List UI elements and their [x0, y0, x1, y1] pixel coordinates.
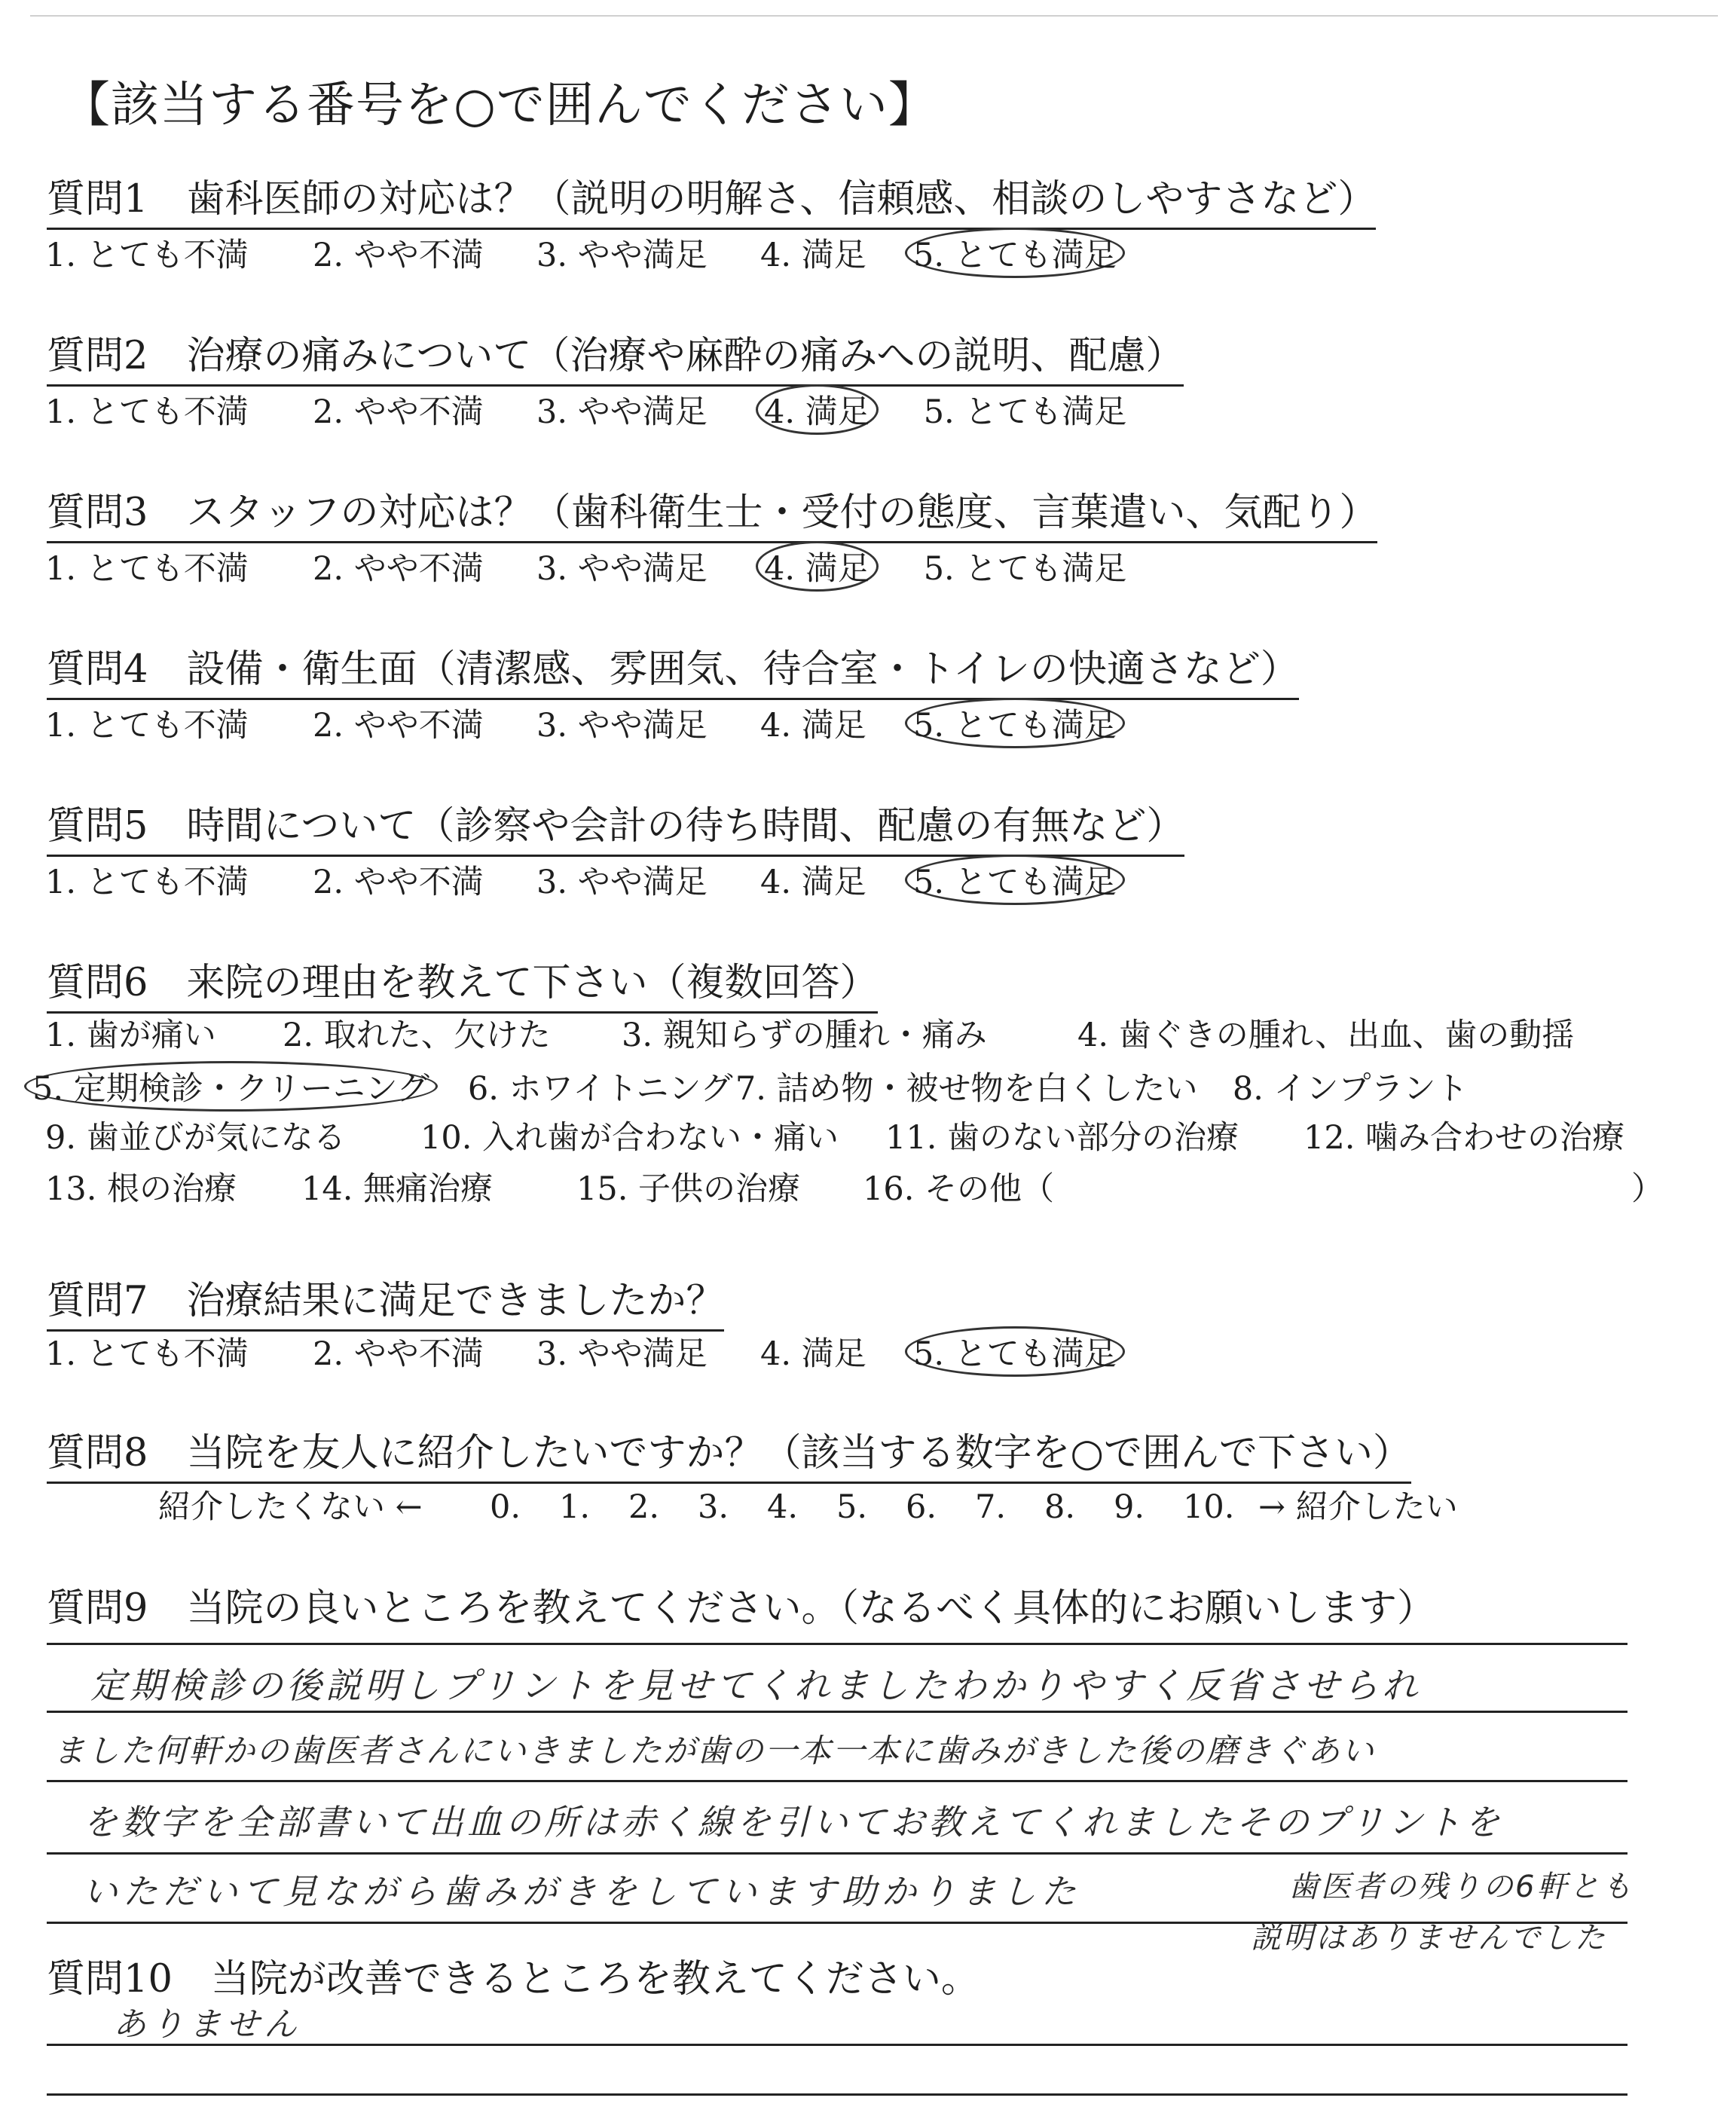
q6-option-3[interactable]: 3. 親知らずの腫れ・痛み: [622, 1017, 987, 1054]
q1-option-2[interactable]: 2. やや不満: [313, 237, 484, 274]
q5-option-1[interactable]: 1. とても不満: [45, 864, 249, 901]
q4-option-2[interactable]: 2. やや不満: [313, 707, 484, 745]
q5-option-5-selected[interactable]: 5. とても満足: [905, 855, 1125, 905]
q9-line-3: [47, 1780, 1628, 1782]
q6-option-16[interactable]: 16. その他（: [863, 1170, 1055, 1208]
q8-left-label: 紹介したくない ←: [158, 1488, 423, 1526]
question-1-title: 質問1 歯科医師の対応は？（説明の明解さ、信頼感、相談のしやすさなど）: [47, 167, 1376, 230]
question-3-options: [45, 541, 1126, 592]
q2-option-1[interactable]: 1. とても不満: [45, 393, 249, 431]
q8-num-4[interactable]: 4.: [767, 1488, 799, 1526]
q7-option-1[interactable]: 1. とても不満: [45, 1335, 249, 1373]
q6-option-6[interactable]: 6. ホワイトニング: [467, 1070, 733, 1108]
q9-answer-line-3: を数字を全部書いて出血の所は赤く線を引いてお教えてくれましたそのプリントを: [83, 1802, 1504, 1842]
q8-num-7[interactable]: 7.: [975, 1488, 1007, 1526]
question-7-title: 質問7 治療結果に満足できましたか？: [47, 1269, 724, 1332]
q5-option-4[interactable]: 4. 満足: [760, 864, 866, 901]
q6-option-11[interactable]: 11. 歯のない部分の治療: [885, 1119, 1239, 1157]
q6-option-4[interactable]: 4. 歯ぐきの腫れ、出血、歯の動揺: [1077, 1017, 1575, 1054]
q8-right-label: → 紹介したい: [1258, 1488, 1458, 1526]
q7-option-2[interactable]: 2. やや不満: [313, 1335, 484, 1373]
q6-option-8[interactable]: 8. インプラント: [1232, 1070, 1469, 1108]
q1-option-1[interactable]: 1. とても不満: [45, 237, 249, 274]
question-1-options: [45, 228, 1120, 278]
q9-answer-line-1: 定期検診の後説明しプリントを見せてくれましたわかりやすく反省させられ: [90, 1665, 1422, 1707]
q6-option-10[interactable]: 10. 入れ歯が合わない・痛い: [420, 1119, 839, 1157]
q8-num-2[interactable]: 2.: [628, 1488, 660, 1526]
page-heading: 【該当する番号を○で囲んでください】: [62, 78, 937, 133]
q1-option-3[interactable]: 3. やや満足: [536, 237, 708, 274]
q8-num-6[interactable]: 6.: [906, 1488, 937, 1526]
q8-num-8[interactable]: 8.: [1044, 1488, 1076, 1526]
question-5-title: 質問5 時間について（診察や会計の待ち時間、配慮の有無など）: [47, 794, 1184, 857]
q6-other-close: ）: [1631, 1170, 1664, 1208]
question-10-title: 質問10 当院が改善できるところを教えてください。: [47, 1957, 980, 2001]
q9-answer-line-2: ました何軒かの歯医者さんにいきましたが歯の一本一本に歯みがきした後の磨きぐあい: [53, 1732, 1375, 1770]
q2-option-5[interactable]: 5. とても満足: [923, 393, 1127, 431]
q3-option-4-selected[interactable]: 4. 満足: [756, 541, 879, 592]
q8-num-10[interactable]: 10.: [1183, 1488, 1235, 1526]
question-6-title: 質問6 来院の理由を教えて下さい（複数回答）: [47, 951, 878, 1014]
q3-option-3[interactable]: 3. やや満足: [536, 550, 708, 588]
q9-answer-line-4: いただいて見ながら歯みがきをしています助かりました: [83, 1871, 1081, 1912]
q6-option-7[interactable]: 7. 詰め物・被せ物を白くしたい: [735, 1070, 1198, 1108]
q9-side-note-1: 歯医者の残りの6軒とも: [1288, 1870, 1634, 1904]
question-4-options: [45, 698, 1120, 748]
q10-answer: ありません: [113, 2005, 301, 2044]
question-7-options: [45, 1326, 1120, 1377]
q8-num-9[interactable]: 9.: [1114, 1488, 1145, 1526]
q4-option-3[interactable]: 3. やや満足: [536, 707, 708, 745]
q3-option-2[interactable]: 2. やや不満: [313, 550, 484, 588]
question-2-title: 質問2 治療の痛みについて（治療や麻酔の痛みへの説明、配慮）: [47, 324, 1184, 387]
q6-option-5-selected[interactable]: 5. 定期検診・クリーニング: [24, 1061, 438, 1112]
q6-option-15[interactable]: 15. 子供の治療: [576, 1170, 801, 1208]
q6-option-13[interactable]: 13. 根の治療: [45, 1170, 237, 1208]
q9-line-2: [47, 1711, 1628, 1713]
q5-option-3[interactable]: 3. やや満足: [536, 864, 708, 901]
q8-num-5[interactable]: 5.: [836, 1488, 868, 1526]
question-2-options: [45, 384, 1126, 435]
question-5-options: [45, 855, 1120, 905]
q9-side-note-2: 説明はありませんでした: [1251, 1921, 1607, 1956]
q1-option-4[interactable]: 4. 満足: [760, 237, 866, 274]
q8-num-3[interactable]: 3.: [698, 1488, 729, 1526]
q2-option-3[interactable]: 3. やや満足: [536, 393, 708, 431]
q8-num-1[interactable]: 1.: [559, 1488, 591, 1526]
q9-line-1: [47, 1643, 1628, 1645]
q1-option-5-selected[interactable]: 5. とても満足: [905, 228, 1125, 278]
q8-scale: [158, 1482, 1458, 1527]
top-border: [30, 15, 1718, 17]
q6-row-4: [45, 1164, 1664, 1209]
q2-option-4-selected[interactable]: 4. 満足: [756, 384, 879, 435]
q6-row-3: [45, 1112, 1624, 1158]
q6-option-14[interactable]: 14. 無痛治療: [301, 1170, 494, 1208]
q3-option-1[interactable]: 1. とても不満: [45, 550, 249, 588]
q6-row-1: [45, 1010, 1574, 1056]
q4-option-1[interactable]: 1. とても不満: [45, 707, 249, 745]
q2-option-2[interactable]: 2. やや不満: [313, 393, 484, 431]
question-8-title: 質問8 当院を友人に紹介したいですか？（該当する数字を○で囲んで下さい）: [47, 1421, 1411, 1484]
q6-option-9[interactable]: 9. 歯並びが気になる: [45, 1119, 346, 1157]
q6-option-2[interactable]: 2. 取れた、欠けた: [283, 1017, 551, 1054]
q8-num-0[interactable]: 0.: [490, 1488, 521, 1526]
question-3-title: 質問3 スタッフの対応は？（歯科衛生士・受付の態度、言葉遣い、気配り）: [47, 481, 1377, 543]
question-4-title: 質問4 設備・衛生面（清潔感、雰囲気、待合室・トイレの快適さなど）: [47, 638, 1299, 700]
q4-option-4[interactable]: 4. 満足: [760, 707, 866, 745]
q7-option-4[interactable]: 4. 満足: [760, 1335, 866, 1373]
q10-line-2: [47, 2093, 1628, 2096]
question-9-title: 質問9 当院の良いところを教えてください。（なるべく具体的にお願いします）: [47, 1586, 1435, 1631]
q3-option-5[interactable]: 5. とても満足: [923, 550, 1127, 588]
q7-option-5-selected[interactable]: 5. とても満足: [905, 1326, 1125, 1377]
q6-row-2: [29, 1061, 1469, 1112]
q7-option-3[interactable]: 3. やや満足: [536, 1335, 708, 1373]
q5-option-2[interactable]: 2. やや不満: [313, 864, 484, 901]
q4-option-5-selected[interactable]: 5. とても満足: [905, 698, 1125, 748]
q6-option-1[interactable]: 1. 歯が痛い: [45, 1017, 216, 1054]
q6-option-12[interactable]: 12. 噛み合わせの治療: [1304, 1119, 1625, 1157]
q9-line-4: [47, 1852, 1628, 1855]
